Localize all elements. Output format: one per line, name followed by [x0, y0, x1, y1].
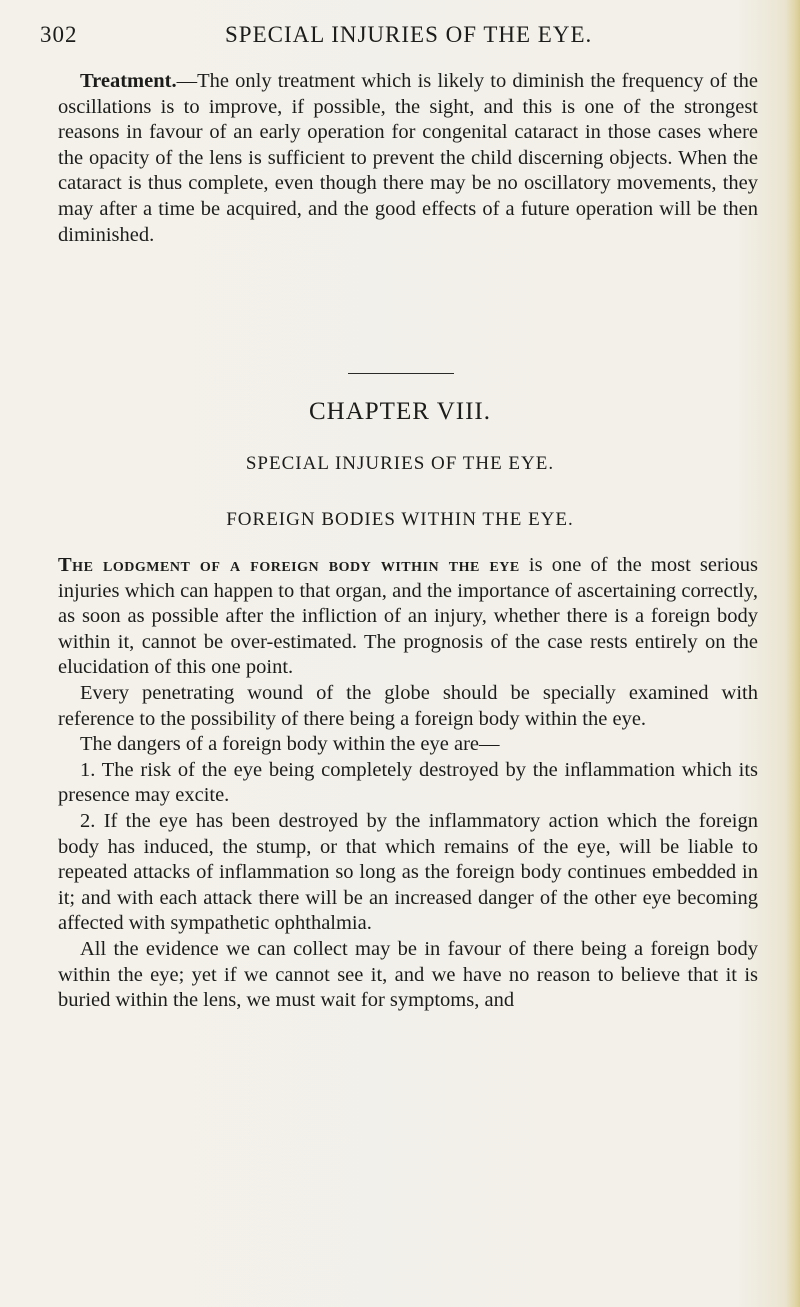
paragraph-lodgment — [58, 553, 758, 681]
paragraph-dangers: The dangers of a foreign body within the eye are— — [80, 733, 500, 756]
paragraph-evidence: All the evidence we can collect may be in favour of there being a foreign body within the eye; yet if we cannot see it, and we have no reason to believe that it is buried within the lens, we must wait for symptoms, and — [58, 937, 758, 1012]
section-heading: FOREIGN BODIES WITHIN THE EYE. — [226, 509, 574, 530]
paragraph-danger-1: 1. The risk of the eye being completely destroyed by the inflammation which its presence may excite. — [58, 758, 758, 807]
running-head — [40, 22, 780, 52]
section-divider — [348, 373, 454, 374]
treatment-paragraph — [58, 69, 758, 248]
main-text — [58, 553, 758, 1014]
chapter-heading: CHAPTER VIII. — [309, 398, 491, 425]
paragraph-penetrating: Every penetrating wound of the globe should be specially examined with reference to the possibility of there being a foreign body within the eye. — [58, 681, 758, 730]
treatment-text: —The only treatment which is likely to diminish the frequency of the oscillations is to improve, if possible, the sight, and this is one of the strongest reasons in favour of an early operation for congenital cataract in those cases where the opacity of the lens is sufficient to prevent the child discerning objects. When the cataract is thus complete, even though there may be no oscillatory movements, they may after a time be acquired, and the good effects of a future operation will be then diminished. — [58, 70, 758, 246]
paragraph-lead: The lodgment of a foreign body within the eye — [58, 554, 520, 576]
page-number: 302 — [40, 22, 78, 47]
paragraph-lodgment-text: is one of the most serious injuries which can happen to that organ, and the importance of ascertaining correctly, as soon as possible after the infliction of an injury, whether there is a foreign body within it, cannot be over-estimated. The prognosis of the case rests entirely on the elucidation of this one point. — [58, 554, 758, 679]
running-title: SPECIAL INJURIES OF THE EYE. — [225, 22, 593, 47]
treatment-lead: Treatment. — [80, 70, 177, 92]
paragraph-danger-2: 2. If the eye has been destroyed by the inflammatory action which the foreign body has induced, the stump, or that which remains of the eye, will be liable to repeated attacks of inflammation so long as the foreign body continues embedded in it; and with each attack there will be an increased danger of the other eye becoming affected with sympathetic ophthalmia. — [58, 809, 758, 935]
chapter-subject: SPECIAL INJURIES OF THE EYE. — [245, 453, 555, 474]
treatment-section — [58, 69, 758, 248]
page-edge-shadow — [786, 0, 800, 1307]
